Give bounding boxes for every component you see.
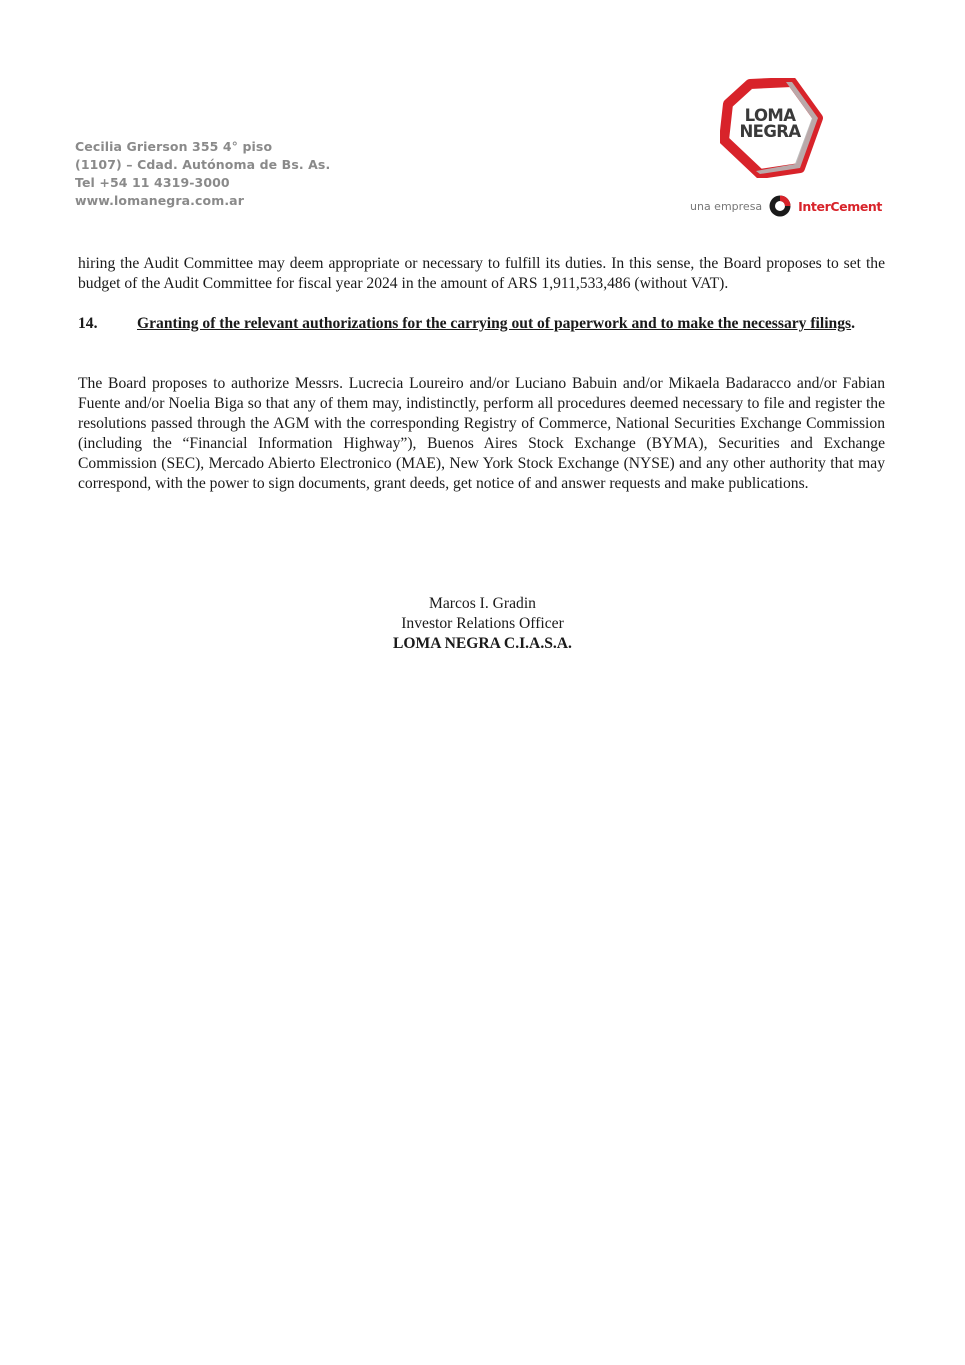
parent-company-name: InterCement — [798, 198, 882, 214]
intercement-logo-icon — [768, 194, 792, 218]
logo-word-loma: LOMA — [744, 106, 796, 125]
logo-wordmark — [720, 108, 820, 140]
section-number: 14. — [78, 315, 98, 332]
address-website: www.lomanegra.com.ar — [75, 193, 244, 208]
section-title-text: Granting of the relevant authorizations for the carrying out of paperwork and to make the necessary filings — [137, 315, 852, 332]
address-city: (1107) – Cdad. Autónoma de Bs. As. — [75, 157, 331, 172]
company-address — [75, 138, 330, 210]
parent-company-line — [690, 193, 882, 219]
continuation-paragraph: hiring the Audit Committee may deem appropriate or necessary to fulfill its duties. In this sense, the Board proposes to set the budget of the Audit Committee for fiscal year 2024 in the amount of ARS 1,911,533,486 (without VAT). — [78, 255, 885, 292]
signatory-name: Marcos I. Gradin — [429, 595, 536, 612]
signatory-title: Investor Relations Officer — [401, 615, 564, 632]
logo-word-negra: NEGRA — [739, 122, 801, 141]
signatory-company: LOMA NEGRA C.I.A.S.A. — [393, 635, 572, 652]
section-title-period: . — [851, 315, 855, 332]
authorization-paragraph: The Board proposes to authorize Messrs. Lucrecia Loureiro and/or Luciano Babuin and/or Mikaela Badaracco and/or Fabian Fuente and/or Noelia Biga so that any of them may, indistinctly, perform all procedures deemed necessary to file and register the resolutions passed through the AGM with the corresponding Registry of Commerce, National Securities Exchange Commission (including the “Financial Information Highway”), Buenos Aires Stock Exchange (BYMA), Securities and Exchange Commission (SEC), Mercado Abierto Electronico (MAE), New York Stock Exchange (NYSE) and any other authority that may correspond, with the power to sign documents, grant deeds, get notice of and answer requests and make publications. — [78, 375, 885, 492]
company-prefix: una empresa — [690, 199, 763, 213]
section-title — [137, 314, 885, 334]
address-phone: Tel +54 11 4319-3000 — [75, 175, 230, 190]
address-street: Cecilia Grierson 355 4° piso — [75, 139, 273, 154]
signature-block — [0, 594, 965, 654]
loma-negra-logo — [720, 78, 824, 178]
